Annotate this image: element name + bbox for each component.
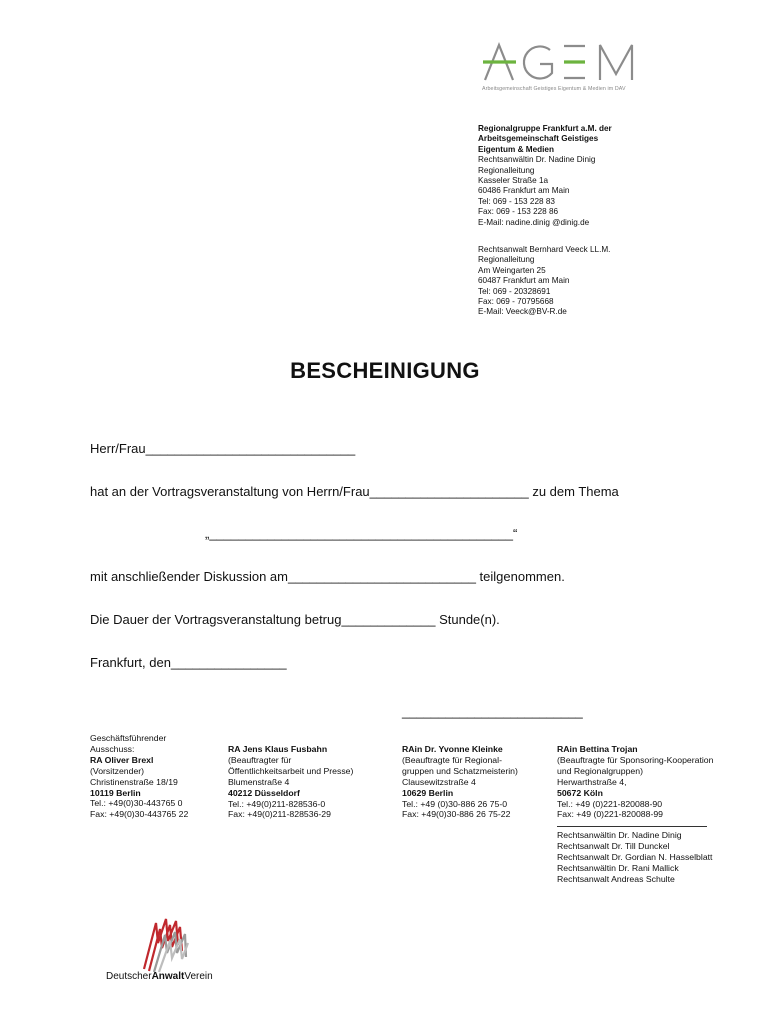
footer-member: Rechtsanwalt Dr. Gordian N. Hasselblatt: [557, 852, 713, 863]
contact2-line: Am Weingarten 25: [478, 265, 546, 275]
letterhead-contact2: [478, 245, 610, 318]
contact1-line: Kasseler Straße 1a: [478, 176, 549, 186]
form-line-topic[interactable]: „__________________________________________“: [205, 526, 518, 541]
agem-tagline: Arbeitsgemeinschaft Geistiges Eigentum & Medien im DAV: [482, 86, 626, 92]
footer-fax: Fax: +49(0)30-443765 22: [90, 809, 189, 820]
footer-name: RAin Dr. Yvonne Kleinke: [402, 744, 503, 754]
footer-city: 50672 Köln: [557, 787, 603, 798]
contact1-line: Fax: 069 - 153 228 86: [478, 207, 559, 217]
footer-role: Öffentlichkeitsarbeit und Presse): [228, 765, 354, 776]
form-line-name[interactable]: Herr/Frau_____________________________: [90, 441, 356, 456]
group-title-line: Arbeitsgemeinschaft Geistiges: [478, 134, 599, 144]
footer-role: (Beauftragte für Sponsoring-Kooperation: [557, 754, 714, 765]
document-title: BESCHEINIGUNG: [290, 358, 480, 383]
footer-tel: Tel.: +49(0)211-828536-0: [228, 798, 326, 809]
footer-tel: Tel.: +49(0)30-443765 0: [90, 798, 183, 809]
form-line-duration[interactable]: Die Dauer der Vortragsveranstaltung betrug_____________ Stunde(n).: [90, 612, 500, 627]
contact1-line: Tel: 069 - 153 228 83: [478, 196, 555, 206]
letterhead-group: [478, 124, 612, 228]
footer-col-2: [228, 744, 353, 820]
dav-wordmark: [106, 971, 213, 982]
signature-line[interactable]: _________________________: [402, 704, 583, 719]
footer-role: und Regionalgruppen): [557, 765, 643, 776]
footer-street: Herwarthstraße 4,: [557, 776, 627, 787]
footer-member: Rechtsanwältin Dr. Rani Mallick: [557, 863, 679, 874]
contact2-email: E-Mail: Veeck@BV-R.de: [478, 307, 567, 317]
footer-col-1: [90, 733, 188, 820]
form-line-place-date[interactable]: Frankfurt, den________________: [90, 655, 287, 670]
dav-logo-icon: [140, 915, 190, 973]
footer-member: Rechtsanwalt Dr. Till Dunckel: [557, 841, 670, 852]
contact2-line: Regionalleitung: [478, 255, 535, 265]
footer-role: (Beauftragte für Regional-: [402, 754, 502, 765]
contact2-line: Fax: 069 - 70795668: [478, 297, 554, 307]
footer-heading: Ausschuss:: [90, 743, 135, 754]
footer-fax: Fax: +49(0)211-828536-29: [228, 809, 331, 820]
footer-heading: Geschäftsführender: [90, 733, 167, 743]
footer-city: 40212 Düsseldorf: [228, 787, 300, 798]
contact1-line: Rechtsanwältin Dr. Nadine Dinig: [478, 155, 596, 165]
footer-member: Rechtsanwalt Andreas Schulte: [557, 873, 675, 884]
agem-logo: [482, 38, 648, 102]
contact1-line: Regionalleitung: [478, 165, 535, 175]
footer-street: Christinenstraße 18/19: [90, 776, 178, 787]
footer-name: RA Jens Klaus Fusbahn: [228, 744, 328, 754]
footer-city: 10629 Berlin: [402, 787, 454, 798]
footer-name: RAin Bettina Trojan: [557, 744, 638, 754]
group-title-line: Eigentum & Medien: [478, 144, 554, 154]
form-line-lecturer[interactable]: hat an der Vortragsveranstaltung von Herrn/Frau______________________ zu dem Thema: [90, 484, 619, 499]
footer-role: (Beauftragter für: [228, 754, 292, 765]
dav-text-prefix: Deutscher: [106, 971, 152, 982]
footer-city: 10119 Berlin: [90, 787, 141, 798]
footer-name: RA Oliver Brexl: [90, 754, 154, 765]
form-line-date[interactable]: mit anschließender Diskussion am__________________________ teilgenommen.: [90, 569, 565, 584]
footer-fax: Fax: +49 (0)221-820088-99: [557, 809, 664, 820]
footer-member: Rechtsanwältin Dr. Nadine Dinig: [557, 830, 682, 841]
footer-col-3: [402, 744, 518, 820]
footer-street: Clausewitzstraße 4: [402, 776, 476, 787]
contact2-line: Rechtsanwalt Bernhard Veeck LL.M.: [478, 245, 611, 254]
footer-role: gruppen und Schatzmeisterin): [402, 765, 518, 776]
contact1-line: 60486 Frankfurt am Main: [478, 186, 570, 196]
contact2-line: 60487 Frankfurt am Main: [478, 276, 570, 286]
footer-tel: Tel.: +49 (0)30-886 26 75-0: [402, 798, 508, 809]
dav-text-bold: Anwalt: [151, 971, 185, 982]
contact1-email: E-Mail: nadine.dinig @dinig.de: [478, 217, 590, 227]
footer-fax: Fax: +49(0)30-886 26 75-22: [402, 809, 511, 820]
contact2-line: Tel: 069 - 20328691: [478, 286, 551, 296]
footer-role: (Vorsitzender): [90, 765, 145, 776]
footer-tel: Tel.: +49 (0)221-820088-90: [557, 798, 663, 809]
footer-col-4: [557, 744, 713, 885]
dav-text-suffix: Verein: [184, 971, 213, 982]
footer-street: Blumenstraße 4: [228, 776, 290, 787]
group-title-line: Regionalgruppe Frankfurt a.M. der: [478, 124, 612, 133]
